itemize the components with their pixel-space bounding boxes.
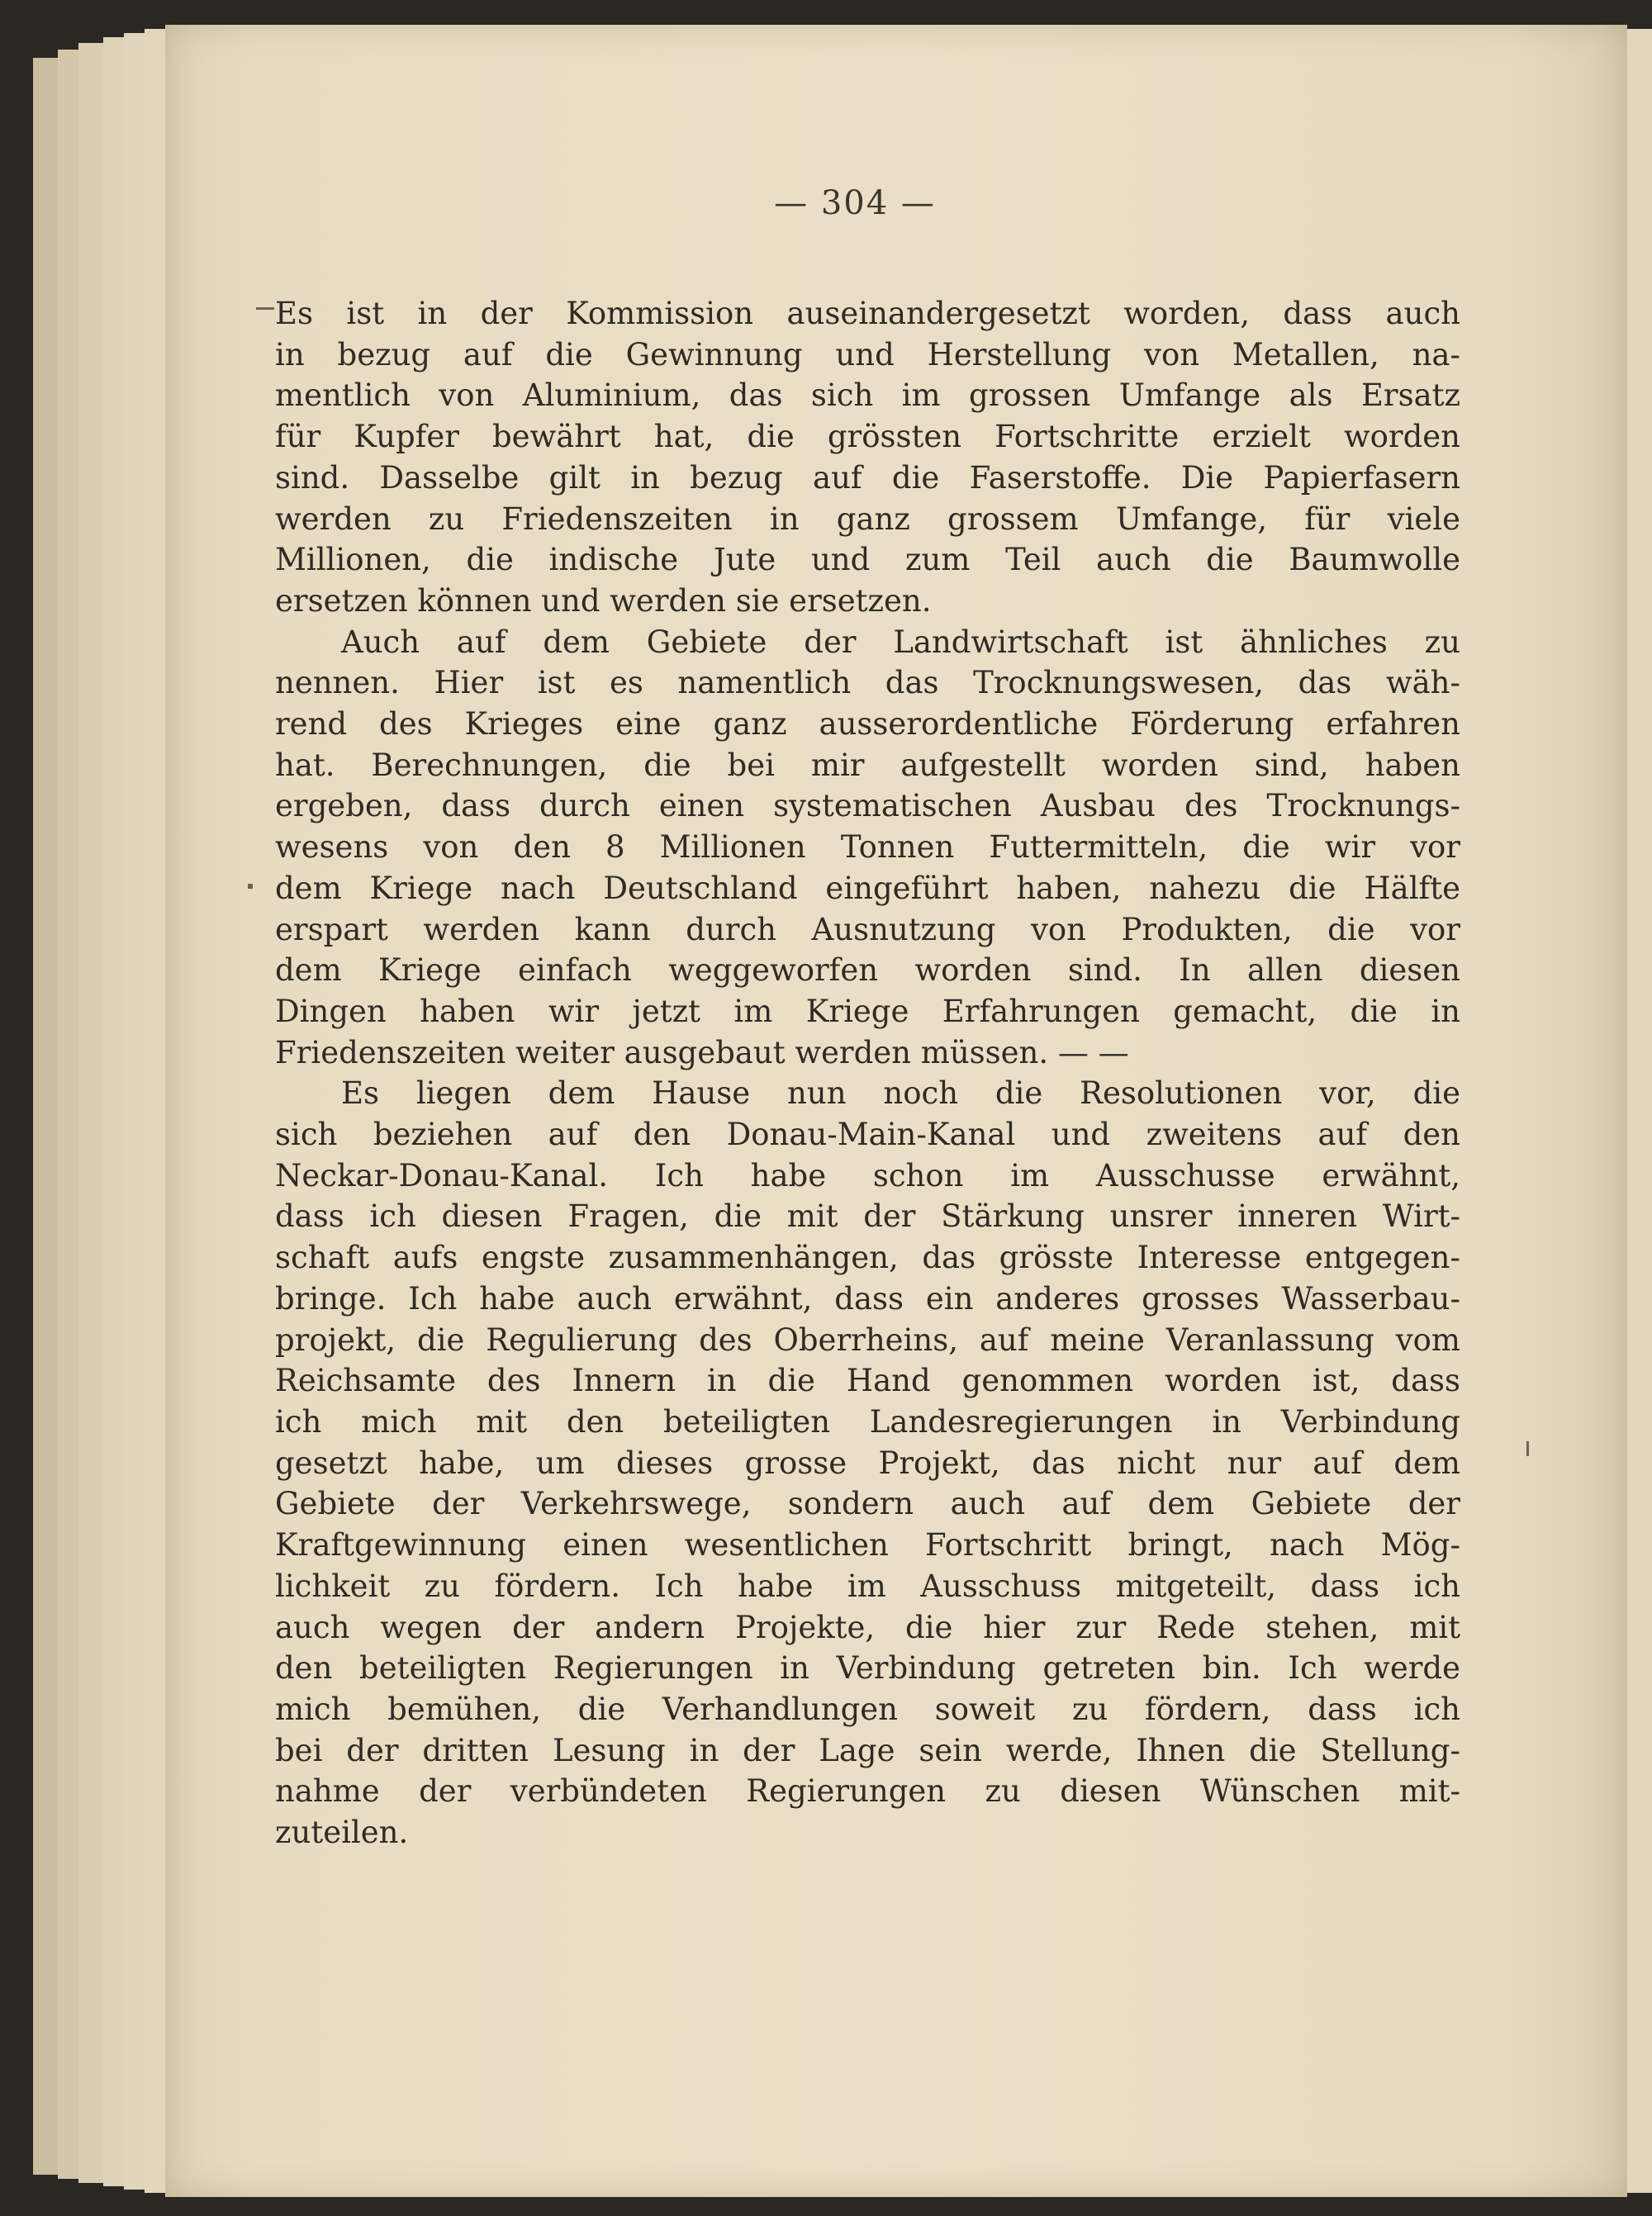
text-line: bringe. Ich habe auch erwähnt, dass ein anderes grosses Wasserbau- [275,1280,1460,1317]
text-line: dass ich diesen Fragen, die mit der Stärkung unsrer inneren Wirt- [275,1198,1460,1235]
text-line: Dingen haben wir jetzt im Kriege Erfahrungen gemacht, die in [275,993,1460,1029]
text-line: zuteilen. [275,1815,409,1851]
text-line: bei der dritten Lesung in der Lage sein werde, Ihnen die Stellung- [275,1732,1460,1768]
text-line: sind. Dasselbe gilt in bezug auf die Faserstoffe. Die Papierfasern [275,459,1460,496]
text-line: ersetzen können und werden sie ersetzen. [275,582,932,619]
text-line: für Kupfer bewährt hat, die grössten Fortschritte erzielt worden [275,419,1460,455]
text-line: werden zu Friedenszeiten in ganz grossem Umfange, für viele [275,501,1460,537]
text-line: Reichsamte des Innern in die Hand genommen worden ist, dass [275,1363,1460,1399]
text-line: Auch auf dem Gebiete der Landwirtschaft ist ähnliches zu [341,624,1460,660]
paragraph [275,622,1460,1074]
text-line: projekt, die Regulierung des Oberrheins, auf meine Veranlassung vom [275,1322,1460,1358]
text-line: schaft aufs engste zusammenhängen, das grösste Interesse entgegen- [275,1240,1460,1276]
body-text [275,293,1460,1853]
text-line: nahme der verbündeten Regierungen zu diesen Wünschen mit- [275,1773,1460,1810]
text-line: lichkeit zu fördern. Ich habe im Ausschuss mitgeteilt, dass ich [275,1568,1460,1604]
text-line: den beteiligten Regierungen in Verbindung getreten bin. Ich werde [275,1650,1460,1687]
text-line: mich bemühen, die Verhandlungen soweit zu fördern, dass ich [275,1691,1460,1727]
margin-mark [1526,1441,1529,1456]
paragraph [275,1073,1460,1853]
text-line: erspart werden kann durch Ausnutzung von Produkten, die vor [275,911,1460,947]
text-line: gesetzt habe, um dieses grosse Projekt, das nicht nur auf dem [275,1445,1460,1481]
text-line: Millionen, die indische Jute und zum Teil auch die Baumwolle [275,542,1460,578]
text-line: Friedenszeiten weiter ausgebaut werden müssen. — — [275,1034,1129,1070]
text-line: Es ist in der Kommission auseinandergesetzt worden, dass auch [275,296,1460,331]
text-line: rend des Krieges eine ganz ausserordentliche Förderung erfahren [275,706,1460,743]
margin-mark [248,884,253,889]
page-number: — 304 — [774,184,936,222]
text-line: dem Kriege nach Deutschland eingeführt haben, nahezu die Hälfte [275,870,1460,906]
text-line: nennen. Hier ist es namentlich das Trocknungswesen, das wäh- [275,665,1460,701]
text-line: Es liegen dem Hause nun noch die Resolutionen vor, die [341,1075,1460,1112]
paragraph [275,293,1460,622]
text-line: Neckar-Donau-Kanal. Ich habe schon im Ausschusse erwähnt, [275,1157,1460,1193]
text-line: wesens von den 8 Millionen Tonnen Futtermitteln, die wir vor [275,829,1460,866]
text-line: sich beziehen auf den Donau-Main-Kanal und zweitens auf den [275,1117,1460,1153]
text-line: hat. Berechnungen, die bei mir aufgestellt worden sind, haben [275,747,1460,783]
text-line: ergeben, dass durch einen systematischen Ausbau des Trocknungs- [275,788,1460,824]
text-line: dem Kriege einfach weggeworfen worden sind. In allen diesen [275,952,1460,989]
text-line: Kraftgewinnung einen wesentlichen Fortschritt bringt, nach Mög- [275,1527,1460,1564]
text-line: ich mich mit den beteiligten Landesregierungen in Verbindung [275,1403,1460,1440]
text-line: auch wegen der andern Projekte, die hier zur Rede stehen, mit [275,1609,1460,1645]
text-line: in bezug auf die Gewinnung und Herstellung von Metallen, na- [275,336,1460,372]
text-line: mentlich von Aluminium, das sich im grossen Umfange als Ersatz [275,377,1460,414]
text-line: Gebiete der Verkehrswege, sondern auch auf dem Gebiete der [275,1486,1460,1522]
margin-mark [256,307,274,310]
